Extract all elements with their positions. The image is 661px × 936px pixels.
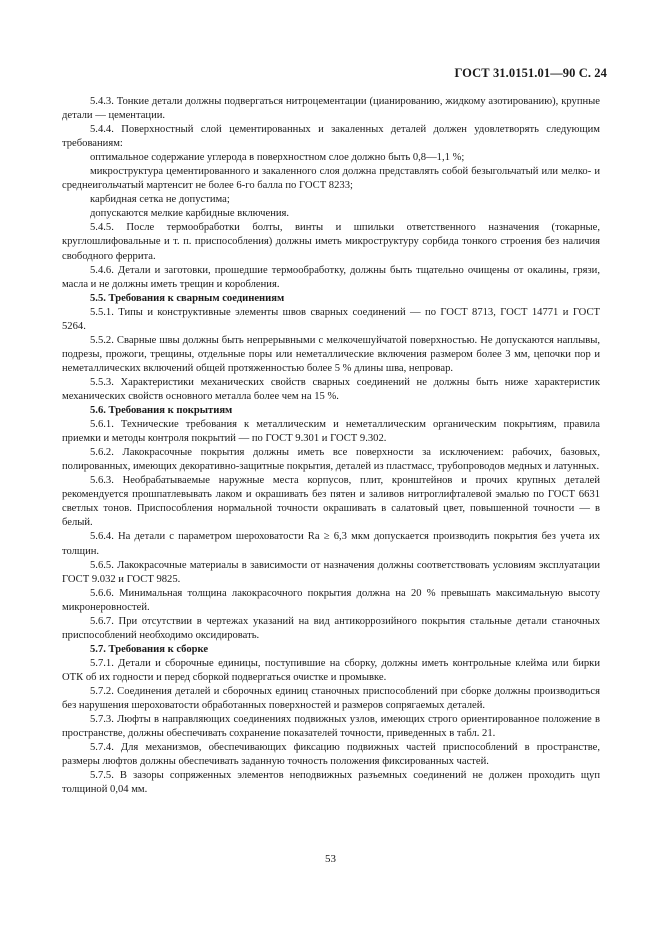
paragraph-5-6-4: 5.6.4. На детали с параметром шероховатости Ra ≥ 6,3 мкм допускается производить покрытия без учета их толщин. bbox=[62, 531, 600, 557]
paragraph-5-4-4: 5.4.4. Поверхностный слой цементированных и закаленных деталей должен удовлетворять следующим требованиям: bbox=[62, 124, 600, 150]
paragraph-5-6-3: 5.6.3. Необрабатываемые наружные места корпусов, плит, кронштейнов и прочих крупных деталей рекомендуется прошпатлевывать лаком и окрашивать без пятен и заливов нитроглифталевой эмалью по ГОСТ 6631 светлых тонов. Приспособления нормальной точности окрашивать в салатовый цвет, повышенной точности — в белый. bbox=[62, 475, 600, 529]
paragraph-5-4-5: 5.4.5. После термообработки болты, винты и шпильки ответственного назначения (токарные, круглошлифовальные и т. п. приспособления) должны иметь микроструктуру сорбида тонкого строения без наличия свободного феррита. bbox=[62, 222, 600, 262]
requirement-carbide-network: карбидная сетка не допустима; bbox=[90, 194, 230, 206]
section-heading-5-5: 5.5. Требования к сварным соединениям bbox=[90, 292, 285, 304]
requirement-carbide-inclusions: допускаются мелкие карбидные включения. bbox=[90, 208, 290, 220]
paragraph-5-7-1: 5.7.1. Детали и сборочные единицы, поступившие на сборку, должны иметь контрольные клейма или бирки ОТК об их годности и перед сборкой подвергаться очистке и промывке. bbox=[62, 657, 600, 683]
section-heading-5-6: 5.6. Требования к покрытиям bbox=[90, 405, 233, 417]
paragraph-5-6-6: 5.6.6. Минимальная толщина лакокрасочного покрытия должна на 20 % превышать максимальную высоту микронеровностей. bbox=[62, 587, 600, 613]
requirement-microstructure: микроструктура цементированного и закаленного слоя должна представлять собой безыгольчатый или мелко- и среднеигольчатый мартенсит не более 6-го балла по ГОСТ 8233; bbox=[62, 166, 600, 192]
paragraph-5-5-3: 5.5.3. Характеристики механических свойств сварных соединений не должны быть ниже характеристик механических свойств основного металла более чем на 15 %. bbox=[62, 376, 600, 402]
paragraph-5-5-2: 5.5.2. Сварные швы должны быть непрерывными с мелкочешуйчатой поверхностью. Не допускаются наплывы, подрезы, прожоги, трещины, отдельные поры или неметаллические включения размером более 3 мм, цепочки пор и неметаллических включений общей протяженностью более 5 % длины шва, непровар. bbox=[62, 334, 600, 374]
requirement-carbon-content: оптимальное содержание углерода в поверхностном слое должно быть 0,8—1,1 %; bbox=[90, 152, 465, 164]
paragraph-5-5-1: 5.5.1. Типы и конструктивные элементы швов сварных соединений — по ГОСТ 8713, ГОСТ 14771 и ГОСТ 5264. bbox=[62, 306, 600, 332]
paragraph-5-4-6: 5.4.6. Детали и заготовки, прошедшие термообработку, должны быть тщательно очищены от окалины, грязи, масла и не должны иметь трещин и коробления. bbox=[62, 264, 600, 290]
page-header: ГОСТ 31.0151.01—90 С. 24 bbox=[454, 66, 607, 80]
document-body bbox=[62, 95, 600, 797]
paragraph-5-6-7: 5.6.7. При отсутствии в чертежах указаний на вид антикоррозийного покрытия стальные детали станочных приспособлений необходимо оксидировать. bbox=[62, 615, 600, 641]
paragraph-5-6-2: 5.6.2. Лакокрасочные покрытия должны иметь все поверхности за исключением: рабочих, базовых, полированных, имеющих декоративно-защитные покрытия, деталей из пластмасс, трубопроводов медных и латунных. bbox=[62, 447, 600, 473]
paragraph-5-4-3: 5.4.3. Тонкие детали должны подвергаться нитроцементации (цианированию, жидкому азотированию), крупные детали — цементации. bbox=[62, 96, 600, 122]
paragraph-5-7-2: 5.7.2. Соединения деталей и сборочных единиц станочных приспособлений при сборке должны производиться без нарушения шероховатости обработанных поверхностей и размеров сопрягаемых деталей. bbox=[62, 685, 600, 712]
paragraph-5-6-5: 5.6.5. Лакокрасочные материалы в зависимости от назначения должны соответствовать условиям эксплуатации ГОСТ 9.032 и ГОСТ 9825. bbox=[62, 559, 600, 585]
paragraph-5-7-4: 5.7.4. Для механизмов, обеспечивающих фиксацию подвижных частей приспособлений в пространстве, размеры люфтов должны обеспечивать заданную точность положения фиксированных частей. bbox=[62, 742, 600, 768]
page-number: 53 bbox=[325, 853, 336, 865]
section-heading-5-7: 5.7. Требования к сборке bbox=[90, 643, 209, 655]
paragraph-5-7-3: 5.7.3. Люфты в направляющих соединениях подвижных узлов, имеющих строго ориентированное положение в пространстве, должны обеспечивать сохранение показателей точности, приведенных в табл. 21. bbox=[62, 714, 600, 740]
paragraph-5-7-5: 5.7.5. В зазоры сопряженных элементов неподвижных разъемных соединений не должен проходить щуп толщиной 0,04 мм. bbox=[62, 770, 600, 796]
paragraph-5-6-1: 5.6.1. Технические требования к металлическим и неметаллическим органическим покрытиям, правила приемки и методы контроля покрытий — по ГОСТ 9.301 и ГОСТ 9.302. bbox=[62, 419, 600, 445]
